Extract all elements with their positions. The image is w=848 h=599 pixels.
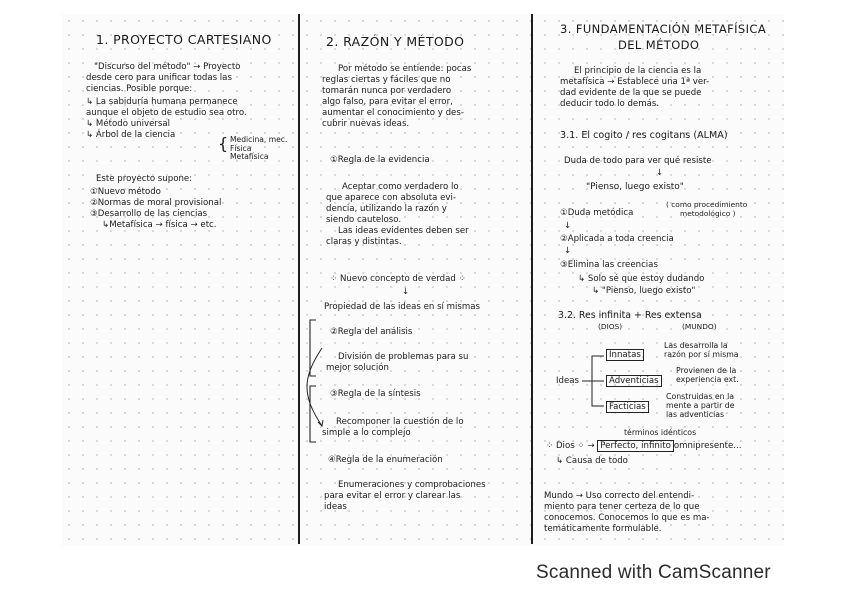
rule-text-line: que aparece con absoluta evi-	[326, 193, 456, 203]
idea-desc-line: Las desarrolla la	[664, 341, 728, 350]
res-mundo: (MUNDO)	[682, 322, 717, 331]
supone-heading: Este proyecto supone:	[96, 174, 193, 184]
rule-1-title: ①Regla de la evidencia	[330, 155, 430, 165]
column-3-title-line-1: 3. FUNDAMENTACIÓN METAFÍSICA	[560, 22, 767, 36]
intro-line: ↳ Árbol de la ciencia	[86, 130, 176, 140]
sparkle-icon: ⁘	[546, 441, 556, 451]
rule-2-text	[326, 352, 522, 374]
dios-rest: omnipresente...	[673, 441, 742, 451]
scanner-watermark: Scanned with CamScanner	[536, 562, 771, 583]
rule-text-line: ideas	[324, 502, 347, 512]
rule-2-title: ②Regla del análisis	[330, 327, 413, 337]
doubt-step-3-sub: ↳ "Pienso, luego existo"	[592, 286, 696, 296]
down-arrow-icon: ↓	[564, 221, 572, 231]
mundo-text	[544, 491, 774, 535]
intro-line: cubrir nuevas ideas.	[322, 119, 410, 129]
rule-4-title: ④Regla de la enumeración	[328, 455, 443, 465]
dios-box: Perfecto, infinito	[597, 440, 674, 452]
cogito-heading: 3.1. El cogito / res cogitans (ALMA)	[560, 130, 728, 141]
rule-text-line: simple a lo complejo	[322, 428, 411, 438]
res-dios: (DIOS)	[598, 322, 623, 331]
idea-desc-line: Provienen de la	[676, 366, 737, 375]
doubt-step-2: ②Aplicada a toda creencia	[560, 234, 674, 244]
dios-cause: ↳ Causa de todo	[556, 456, 628, 466]
idea-type-innatas: Innatas	[606, 349, 644, 361]
intro-line: Por método se entiende: pocas	[338, 64, 472, 74]
sparkle-icon: ⁘	[455, 274, 466, 284]
rule-3-text	[322, 417, 522, 439]
mundo-line: Mundo → Uso correcto del entendi-	[544, 491, 695, 501]
intro-line: ↳ La sabiduría humana permanece	[86, 97, 238, 107]
column-2-intro	[322, 64, 522, 130]
idea-desc-innatas	[664, 342, 739, 360]
idea-desc-line: razón por sí misma	[664, 349, 739, 359]
idea-desc-facticias	[666, 393, 735, 420]
down-arrow-icon: ↓	[402, 287, 410, 297]
column-divider-2	[531, 14, 533, 544]
intro-line: desde cero para unificar todas las	[86, 73, 232, 83]
res-heading: 3.2. Res infinita + Res extensa	[558, 310, 702, 321]
column-1-intro	[86, 62, 296, 141]
pienso-quote: "Pienso, luego existo"	[586, 182, 684, 192]
rule-3-title: ③Regla de la síntesis	[330, 389, 421, 399]
intro-line: reglas ciertas y fáciles que no	[322, 75, 451, 85]
intro-line: dad evidente de la que se puede	[560, 88, 702, 98]
intro-line: aumentar el conocimiento y des-	[322, 108, 464, 118]
rule-text-line: División de problemas para su	[338, 352, 469, 362]
tree-brace: {	[218, 134, 229, 153]
column-1-title: 1. PROYECTO CARTESIANO	[96, 32, 272, 47]
doubt-step-3-sub: ↳ Solo sé que estoy dudando	[578, 274, 705, 284]
mundo-line: temáticamente formulable.	[544, 524, 662, 534]
rule-text-line: siendo cauteloso.	[326, 215, 402, 225]
doubt-step-1-note	[666, 201, 747, 218]
dios-line	[546, 441, 741, 451]
doubt-line: Duda de todo para ver qué resiste	[564, 156, 712, 166]
ideas-label: Ideas	[556, 376, 580, 386]
down-arrow-icon: ↓	[656, 168, 664, 178]
tree-branch: Medicina, mec.	[230, 135, 288, 144]
sparkle-icon: ⁘ →	[574, 441, 598, 451]
truth-concept	[330, 274, 466, 284]
intro-line: aunque el objeto de estudio sea otro.	[86, 108, 247, 118]
idea-desc-adventicias	[676, 367, 739, 385]
tree-branches	[230, 136, 287, 162]
supone-item: ①Nuevo método	[90, 187, 161, 197]
rule-text-line: claras y distintas.	[326, 237, 402, 247]
mundo-line: conocemos. Conocemos lo que es ma-	[544, 513, 710, 523]
rule-text-line: para evitar el error y clarear las	[324, 491, 461, 501]
mundo-line: miento para tener certeza de lo que	[544, 502, 700, 512]
column-3-intro	[560, 66, 770, 110]
idea-desc-line: experiencia ext.	[676, 374, 739, 384]
intro-line: El principio de la ciencia es la	[574, 66, 702, 76]
dios-label: Dios	[555, 441, 575, 451]
dios-terms: términos idénticos	[624, 428, 697, 437]
truth-concept-label: Nuevo concepto de verdad	[339, 274, 456, 284]
down-arrow-icon: ↓	[564, 246, 572, 256]
sparkle-icon: ⁘	[330, 274, 340, 284]
rule-text-line: dencia, utilizando la razón y	[326, 204, 447, 214]
rule-1-text	[326, 182, 522, 248]
ideas-bracket	[582, 350, 606, 412]
intro-line: deducir todo lo demás.	[560, 99, 660, 109]
intro-line: ↳ Método universal	[86, 119, 171, 129]
rule-text-line: mejor solución	[326, 363, 389, 373]
intro-line: metafísica → Establece una 1ª ver-	[560, 77, 710, 87]
intro-line: tomarán nunca por verdadero	[322, 86, 452, 96]
rule-text-line: Enumeraciones y comprobaciones	[338, 480, 486, 490]
intro-line: "Discurso del método" → Proyecto	[94, 62, 241, 72]
column-2-title: 2. RAZÓN Y MÉTODO	[326, 34, 465, 49]
idea-desc-line: Construidas en la	[666, 392, 735, 401]
truth-property: Propiedad de las ideas en sí mismas	[324, 302, 481, 312]
supone-sub: ↳Metafísica → física → etc.	[102, 220, 217, 230]
rule-text-line: Recomponer la cuestión de lo	[336, 417, 464, 427]
intro-line: ciencias. Posible porque:	[86, 84, 193, 94]
supone-item: ③Desarrollo de las ciencias	[90, 209, 208, 219]
tree-branch: Metafísica	[230, 152, 269, 162]
rule-text-line: Aceptar como verdadero lo	[342, 182, 459, 192]
supone-list	[90, 174, 290, 231]
tree-branch: Física	[230, 143, 252, 153]
note-line: metodológico )	[680, 208, 736, 218]
supone-item: ②Normas de moral provisional	[90, 198, 222, 208]
rule-text-line: Las ideas evidentes deben ser	[338, 226, 469, 236]
doubt-step-1: ①Duda metódica	[560, 208, 634, 218]
idea-type-adventicias: Adventicias	[606, 375, 662, 387]
intro-line: algo falso, para evitar el error,	[322, 97, 453, 107]
idea-type-facticias: Facticias	[606, 401, 649, 413]
rule-4-text	[324, 480, 524, 513]
column-3-title-line-2: DEL MÉTODO	[618, 38, 700, 52]
idea-desc-line: mente a partir de	[666, 400, 735, 410]
column-divider-1	[298, 14, 300, 544]
idea-desc-line: las adventicias	[666, 409, 725, 419]
note-line: ( como procedimiento	[666, 200, 748, 209]
doubt-step-3: ③Elimina las creencias	[560, 260, 658, 270]
